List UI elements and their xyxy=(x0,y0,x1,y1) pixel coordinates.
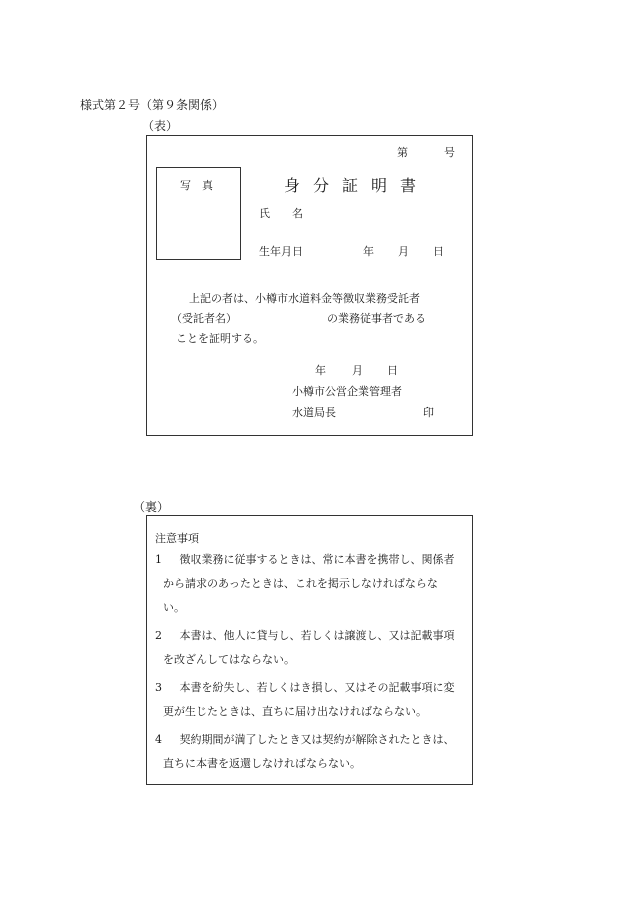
birth-month-label: 月 xyxy=(398,245,409,258)
id-card-front xyxy=(146,135,473,436)
note-line: 本書を紛失し、若しくはき損し、又はその記載事項に変 xyxy=(179,681,455,694)
note-number: 3 xyxy=(155,681,162,694)
note-item-4 xyxy=(155,728,455,776)
birth-year-label: 年 xyxy=(363,245,374,258)
photo-box xyxy=(156,167,241,260)
note-line: 契約期間が満了したとき又は契約が解除されたときは、 xyxy=(179,733,455,746)
issue-year-label: 年 xyxy=(315,364,326,377)
issue-month-label: 月 xyxy=(352,364,363,377)
form-number-label: 様式第２号（第９条関係） xyxy=(80,98,225,112)
name-label: 氏 名 xyxy=(259,207,303,220)
contractor-name-label: （受託者名） xyxy=(171,312,237,325)
note-number: 4 xyxy=(155,733,162,746)
certificate-no-suffix: 号 xyxy=(444,146,455,159)
birth-day-label: 日 xyxy=(433,245,444,258)
note-item-1 xyxy=(155,548,455,620)
issue-day-label: 日 xyxy=(387,364,398,377)
note-line: を改ざんしてはならない。 xyxy=(163,653,295,666)
note-line: から請求のあったときは、これを掲示しなければならな xyxy=(163,577,438,590)
note-line: 直ちに本書を返還しなければならない。 xyxy=(163,757,361,770)
front-side-label: （表） xyxy=(142,119,179,133)
back-side-label: （裏） xyxy=(133,500,170,514)
note-item-3 xyxy=(155,676,455,724)
issuer-name: 水道局長 xyxy=(292,406,336,419)
certification-text-line3: ことを証明する。 xyxy=(176,332,264,345)
certification-text-line1: 上記の者は、小樽市水道料金等徴収業務受託者 xyxy=(189,292,420,305)
certificate-no-prefix: 第 xyxy=(397,146,408,159)
photo-label: 写 真 xyxy=(180,179,213,192)
seal-mark: 印 xyxy=(423,406,434,419)
note-line: 更が生じたときは、直ちに届け出なければならない。 xyxy=(163,705,427,718)
note-number: 1 xyxy=(155,553,162,566)
note-number: 2 xyxy=(155,629,162,642)
note-item-2 xyxy=(155,624,455,672)
note-line: 徴収業務に従事するときは、常に本書を携帯し、関係者 xyxy=(179,553,455,566)
note-line: い。 xyxy=(163,601,185,614)
certificate-title: 身分証明書 xyxy=(284,176,430,195)
certification-text-line2: の業務従事者である xyxy=(327,312,426,325)
note-line: 本書は、他人に貸与し、若しくは譲渡し、又は記載事項 xyxy=(179,629,455,642)
birthdate-label: 生年月日 xyxy=(259,245,303,258)
id-card-back xyxy=(146,515,473,785)
notes-heading: 注意事項 xyxy=(155,532,199,545)
issuer-title: 小樽市公営企業管理者 xyxy=(292,385,402,398)
